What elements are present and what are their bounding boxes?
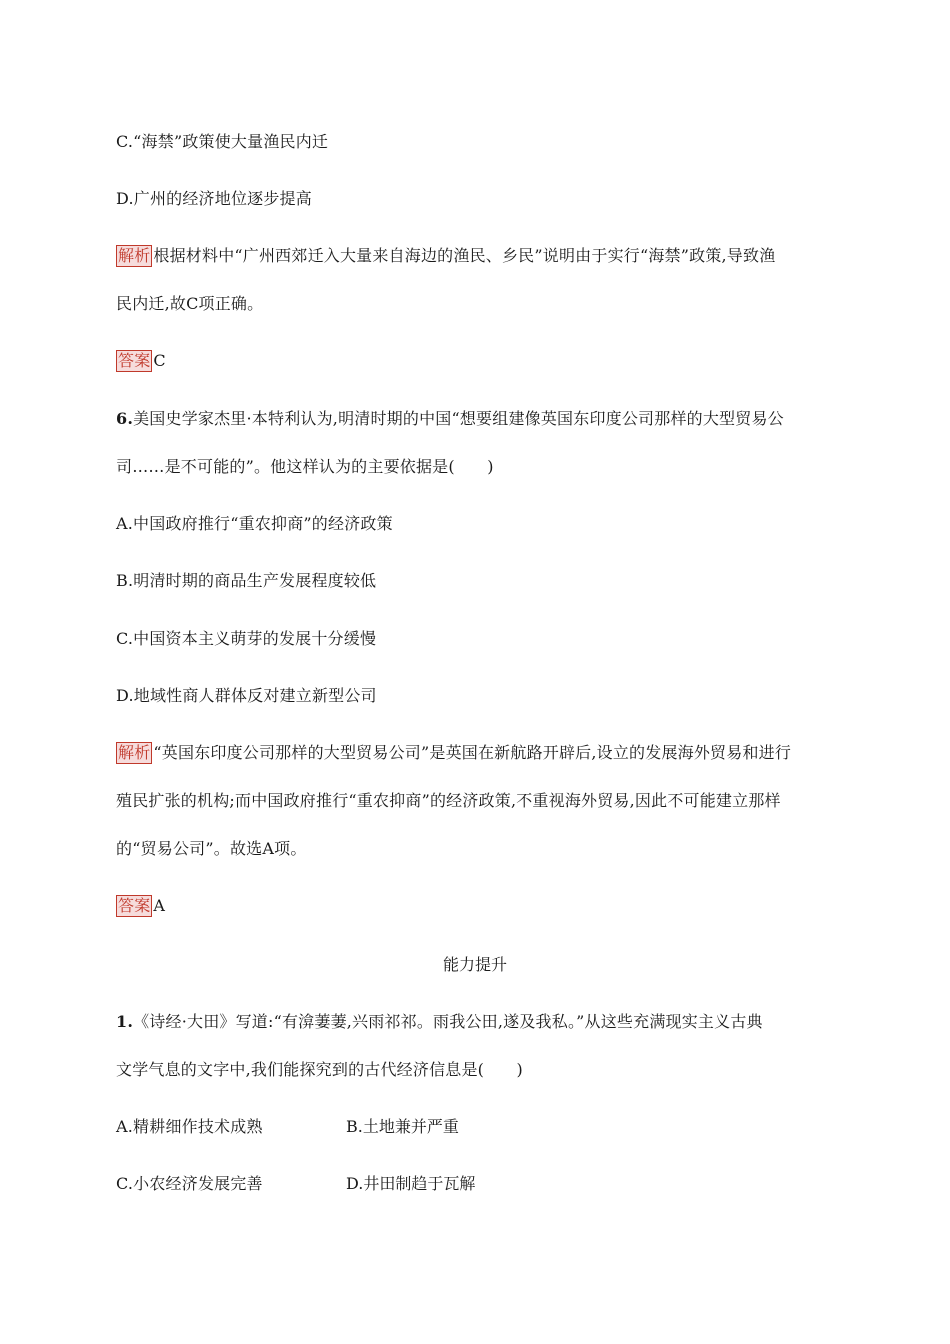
q5-analysis-text-1: 根据材料中“广州西郊迁入大量来自海边的渔民、乡民”说明由于实行“海禁”政策,导致渔 bbox=[153, 246, 776, 265]
q6-option-d: D.地域性商人群体反对建立新型公司 bbox=[116, 686, 377, 705]
q5-option-d: D.广州的经济地位逐步提高 bbox=[116, 189, 312, 208]
q6-number: 6. bbox=[116, 409, 134, 428]
answer-tag: 答案 bbox=[118, 896, 151, 915]
q5-option-c: C.“海禁”政策使大量渔民内迁 bbox=[116, 132, 329, 151]
analysis-tag: 解析 bbox=[118, 743, 151, 762]
p1-stem-text-2: 文学气息的文字中,我们能探究到的古代经济信息是( ) bbox=[116, 1060, 523, 1079]
p1-option-b: B.土地兼并严重 bbox=[346, 1117, 459, 1136]
q6-stem-text-1: 美国史学家杰里·本特利认为,明清时期的中国“想要组建像英国东印度公司那样的大型贸易公 bbox=[133, 409, 784, 428]
q5-answer-value: C bbox=[153, 351, 166, 370]
q5-analysis bbox=[116, 245, 775, 267]
p1-option-a: A.精耕细作技术成熟 bbox=[116, 1117, 263, 1136]
q6-option-c: C.中国资本主义萌芽的发展十分缓慢 bbox=[116, 629, 377, 648]
p1-number: 1. bbox=[116, 1012, 134, 1031]
q6-analysis-text-2: 殖民扩张的机构;而中国政府推行“重农抑商”的经济政策,不重视海外贸易,因此不可能建立那样 bbox=[116, 791, 781, 810]
q6-answer bbox=[116, 895, 165, 917]
section-title: 能力提升 bbox=[442, 955, 507, 974]
answer-tag: 答案 bbox=[118, 351, 151, 370]
q6-answer-value: A bbox=[153, 896, 166, 915]
p1-option-c: C.小农经济发展完善 bbox=[116, 1174, 263, 1193]
analysis-tag: 解析 bbox=[118, 246, 151, 265]
q5-analysis-text-2: 民内迁,故C项正确。 bbox=[116, 294, 264, 313]
q6-analysis bbox=[116, 742, 791, 764]
q6-stem bbox=[116, 408, 784, 430]
p1-option-d: D.井田制趋于瓦解 bbox=[346, 1174, 476, 1193]
q6-analysis-text-3: 的“贸易公司”。故选A项。 bbox=[116, 839, 307, 858]
p1-stem-text-1: 《诗经·大田》写道:“有渰萋萋,兴雨祁祁。雨我公田,遂及我私。”从这些充满现实主义古典 bbox=[133, 1012, 763, 1031]
q6-analysis-text-1: “英国东印度公司那样的大型贸易公司”是英国在新航路开辟后,设立的发展海外贸易和进行 bbox=[153, 743, 792, 762]
q5-answer bbox=[116, 350, 166, 372]
q6-option-a: A.中国政府推行“重农抑商”的经济政策 bbox=[116, 514, 393, 533]
p1-stem bbox=[116, 1011, 763, 1033]
q6-stem-text-2: 司……是不可能的”。他这样认为的主要依据是( ) bbox=[116, 457, 494, 476]
q6-option-b: B.明清时期的商品生产发展程度较低 bbox=[116, 571, 377, 590]
